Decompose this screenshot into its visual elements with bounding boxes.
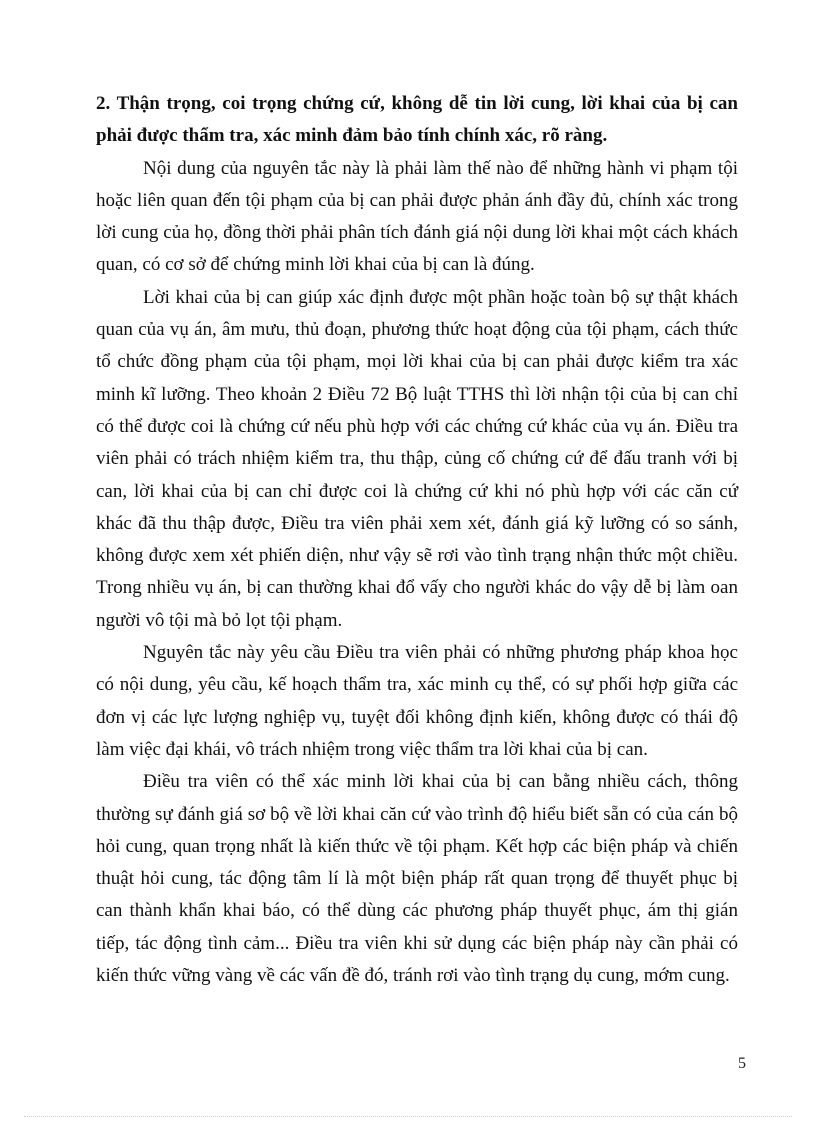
paragraph-1: Nội dung của nguyên tắc này là phải làm thế nào để những hành vi phạm tội hoặc liên quan đến tội phạm của bị can phải được phản ánh đầy đủ, chính xác trong lời cung của họ, đồng thời phải phân tích đánh giá nội dung lời khai một cách khách quan, có cơ sở để chứng minh lời khai của bị can là đúng. xyxy=(96,157,738,276)
page-body xyxy=(96,88,738,992)
page-number: 5 xyxy=(738,1055,746,1072)
paragraph-2: Lời khai của bị can giúp xác định được một phần hoặc toàn bộ sự thật khách quan của vụ án, âm mưu, thủ đoạn, phương thức hoạt động của tội phạm, cách thức tổ chức đồng phạm của tội phạm, mọi lời khai của bị can phải được kiểm tra xác minh kĩ lưỡng. Theo khoản 2 Điều 72 Bộ luật TTHS thì lời nhận tội của bị can chỉ có thể được coi là chứng cứ nếu phù hợp với các chứng cứ khác của vụ án. Điều tra viên phải có trách nhiệm kiểm tra, thu thập, củng cố chứng cứ để đấu tranh với bị can, lời khai của bị can chỉ được coi là chứng cứ khi nó phù hợp với các căn cứ khác đã thu thập được, Điều tra viên phải xem xét, đánh giá kỹ lưỡng có so sánh, không được xem xét phiến diện, như vậy sẽ rơi vào tình trạng nhận thức một chiều. Trong nhiều vụ án, bị can thường khai đổ vấy cho người khác do vậy dễ bị làm oan người vô tội mà bỏ lọt tội phạm. xyxy=(96,286,738,631)
section-heading: 2. Thận trọng, coi trọng chứng cứ, không dễ tin lời cung, lời khai của bị can phải được thẩm tra, xác minh đảm bảo tính chính xác, rõ ràng. xyxy=(96,93,738,147)
paragraph-3: Nguyên tắc này yêu cầu Điều tra viên phải có những phương pháp khoa học có nội dung, yêu cầu, kế hoạch thẩm tra, xác minh cụ thể, có sự phối hợp giữa các đơn vị các lực lượng nghiệp vụ, tuyệt đối không định kiến, không được có thái độ làm việc đại khái, vô trách nhiệm trong việc thẩm tra lời khai của bị can. xyxy=(96,642,738,760)
paragraph-4: Điều tra viên có thể xác minh lời khai của bị can bằng nhiều cách, thông thường sự đánh giá sơ bộ về lời khai căn cứ vào trình độ hiểu biết sẵn có của cán bộ hỏi cung, quan trọng nhất là kiến thức về tội phạm. Kết hợp các biện pháp và chiến thuật hỏi cung, tác động tâm lí là một biện pháp rất quan trọng để thuyết phục bị can thành khẩn khai báo, có thể dùng các phương pháp thuyết phục, ám thị gián tiếp, tác động tình cảm... Điều tra viên khi sử dụng các biện pháp này cần phải có kiến thức vững vàng về các vấn đề đó, tránh rơi vào tình trạng dụ cung, mớm cung. xyxy=(96,771,738,987)
page-bottom-divider xyxy=(24,1116,792,1117)
